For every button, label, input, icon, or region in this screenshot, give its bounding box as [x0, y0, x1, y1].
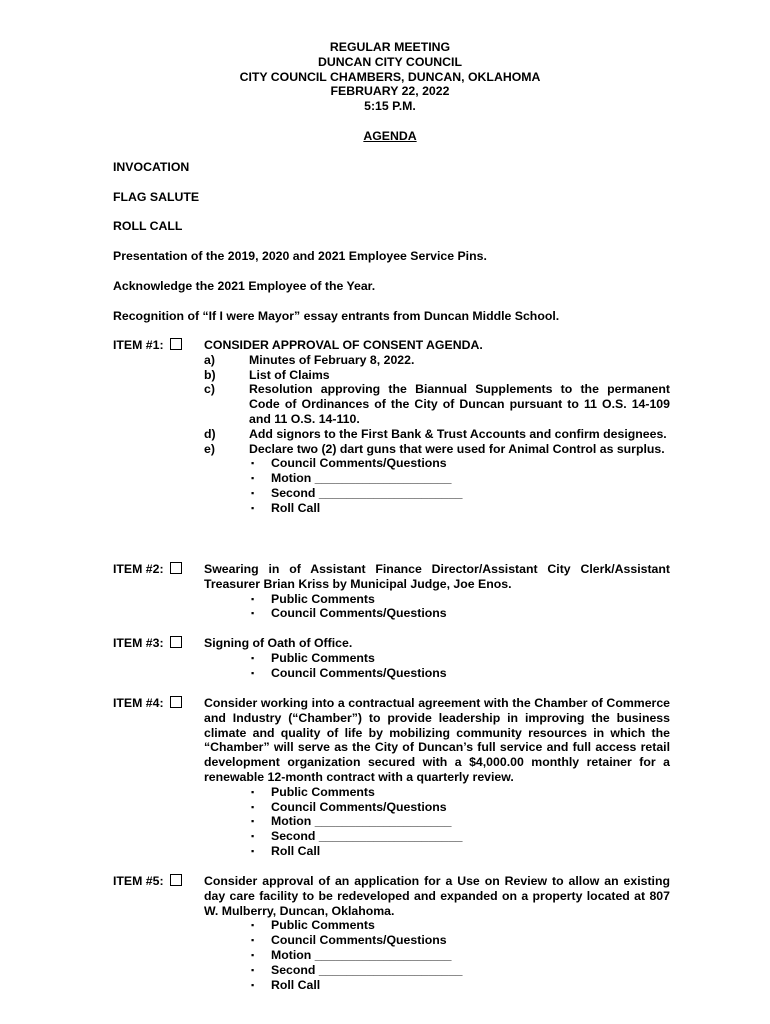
- bullet-icon: ▪: [251, 979, 255, 990]
- list-item: ▪ Motion ____________________: [251, 814, 452, 829]
- council-name: DUNCAN CITY COUNCIL: [318, 54, 462, 69]
- bullet-icon: ▪: [251, 608, 255, 619]
- list-item: ▪ Council Comments/Questions: [251, 456, 447, 471]
- agenda-title: AGENDA: [363, 128, 417, 143]
- list-item: ▪ Public Comments: [251, 591, 375, 606]
- bullet-icon: ▪: [251, 667, 255, 678]
- meeting-header: [0, 40, 770, 144]
- item-label: ITEM #3:: [113, 636, 164, 650]
- sub-item: c) Resolution approving the Biannual Supplements to the permanent Code of Ordinances of the City of Duncan pursuant to 11 O.S. 14-109 and 11 O.S. 14-110.: [204, 382, 670, 426]
- item-3-checkbox[interactable]: [170, 636, 182, 648]
- item-description: Signing of Oath of Office.: [204, 636, 353, 650]
- bullet-icon: ▪: [251, 502, 255, 513]
- mayor-essay: Recognition of “If I were Mayor” essay entrants from Duncan Middle School.: [113, 309, 560, 323]
- list-item: ▪ Roll Call: [251, 500, 321, 515]
- list-item: ▪ Council Comments/Questions: [251, 665, 447, 680]
- sub-item: a) Minutes of February 8, 2022.: [204, 352, 415, 367]
- meeting-location: CITY COUNCIL CHAMBERS, DUNCAN, OKLAHOMA: [239, 69, 541, 84]
- list-item: ▪ Public Comments: [251, 784, 375, 799]
- item-label: ITEM #5:: [113, 874, 164, 888]
- bullet-icon: ▪: [251, 920, 255, 931]
- list-item: ▪ Motion ____________________: [251, 947, 452, 962]
- meeting-type: REGULAR MEETING: [329, 40, 451, 54]
- item-1-checkbox[interactable]: [170, 338, 182, 350]
- meeting-date: FEBRUARY 22, 2022: [330, 84, 450, 99]
- item-label: ITEM #1:: [113, 338, 164, 352]
- item-description: Swearing in of Assistant Finance Director/Assistant City Clerk/Assistant Treasurer Brian Kriss by Municipal Judge, Joe Enos.: [204, 562, 670, 591]
- service-pins: Presentation of the 2019, 2020 and 2021 Employee Service Pins.: [113, 249, 487, 263]
- item-label: ITEM #2:: [113, 562, 164, 576]
- list-item: ▪ Motion ____________________: [251, 471, 452, 486]
- item-title: CONSIDER APPROVAL OF CONSENT AGENDA.: [204, 338, 483, 352]
- bullet-icon: ▪: [251, 652, 255, 663]
- bullet-icon: ▪: [251, 949, 255, 960]
- item-label: ITEM #4:: [113, 696, 164, 710]
- employee-of-year: Acknowledge the 2021 Employee of the Year.: [113, 279, 376, 293]
- bullet-icon: ▪: [251, 801, 255, 812]
- list-item: ▪ Roll Call: [251, 843, 321, 858]
- invocation: INVOCATION: [113, 160, 190, 174]
- bullet-icon: ▪: [251, 786, 255, 797]
- item-5-checkbox[interactable]: [170, 874, 182, 886]
- list-item: ▪ Public Comments: [251, 918, 375, 933]
- list-item: ▪ Second _____________________: [251, 485, 463, 500]
- list-item: ▪ Second _____________________: [251, 829, 463, 844]
- list-item: ▪ Second _____________________: [251, 962, 463, 977]
- item-2-checkbox[interactable]: [170, 562, 182, 574]
- item-description: Consider approval of an application for a Use on Review to allow an existing day care facility to be redeveloped and expanded on a property located at 807 W. Mulberry, Duncan, Oklahoma.: [204, 874, 670, 918]
- sub-item: d) Add signors to the First Bank & Trust Accounts and confirm designees.: [204, 426, 667, 441]
- sub-item: e) Declare two (2) dart guns that were used for Animal Control as surplus.: [204, 441, 665, 456]
- item-description: Consider working into a contractual agreement with the Chamber of Commerce and Industry (“Chamber”) to provide leadership in improving the business climate and quality of life by mobilizing community resources in which the “Chamber” will serve as the City of Duncan’s full service and full access retail development organization secured with a $4,000.00 monthly retainer for a renewable 12-month contract with a quarterly review.: [204, 696, 670, 784]
- bullet-icon: ▪: [251, 487, 255, 498]
- bullet-icon: ▪: [251, 845, 255, 856]
- bullet-icon: ▪: [251, 458, 255, 469]
- list-item: ▪ Council Comments/Questions: [251, 799, 447, 814]
- list-item: ▪ Roll Call: [251, 977, 321, 992]
- roll-call: ROLL CALL: [113, 219, 183, 233]
- bullet-icon: ▪: [251, 935, 255, 946]
- sub-item: b) List of Claims: [204, 367, 330, 382]
- list-item: ▪ Council Comments/Questions: [251, 606, 447, 621]
- bullet-icon: ▪: [251, 593, 255, 604]
- flag-salute: FLAG SALUTE: [113, 190, 200, 204]
- list-item: ▪ Council Comments/Questions: [251, 933, 447, 948]
- list-item: ▪ Public Comments: [251, 650, 375, 665]
- bullet-icon: ▪: [251, 964, 255, 975]
- bullet-icon: ▪: [251, 816, 255, 827]
- bullet-icon: ▪: [251, 473, 255, 484]
- bullet-icon: ▪: [251, 831, 255, 842]
- item-4-checkbox[interactable]: [170, 696, 182, 708]
- meeting-time: 5:15 P.M.: [364, 99, 416, 114]
